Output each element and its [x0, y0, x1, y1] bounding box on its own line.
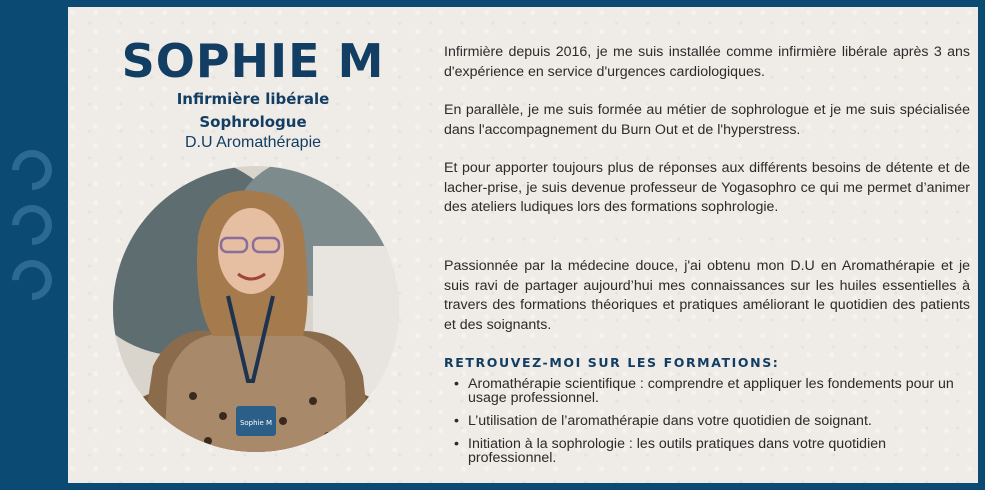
list-item	[454, 377, 974, 405]
formation-item-1: Aromathérapie scientifique : comprendre et appliquer les fondements pour un usage professionnel.	[468, 376, 954, 406]
formations-list	[454, 377, 974, 474]
profile-photo	[113, 166, 399, 452]
portrait-illustration	[113, 166, 399, 452]
profile-title-aromatherapy: D.U Aromathérapie	[184, 134, 322, 151]
ring-icon	[4, 142, 61, 199]
bio-paragraph-2: En parallèle, je me suis formée au métier de sophrologue et je me suis spécialisée dans l'accompagnement du Burn Out et de l'hyperstress.	[444, 102, 970, 138]
ring-icon	[4, 252, 61, 309]
bullet-icon: •	[454, 436, 459, 452]
decorative-rings	[10, 150, 60, 310]
bullet-icon: •	[454, 413, 459, 429]
bio-paragraph-1: Infirmière depuis 2016, je me suis installée comme infirmière libérale après 3 ans d'expérience en service d'urgences cardiologiques.	[444, 44, 970, 80]
bio-paragraph-4: Passionnée par la médecine douce, j'ai obtenu mon D.U en Aromathérapie et je suis ravi de partager aujourd’hui mes connaissances sur les huiles essentielles à travers des formations théoriques et pratiques améliorant le quotidien des patients et des soignants.	[444, 258, 970, 333]
profile-title-nurse: Infirmière libérale	[176, 90, 330, 108]
bullet-icon: •	[454, 376, 459, 392]
formation-item-3: Initiation à la sophrologie : les outils pratiques dans votre quotidien professionnel.	[468, 436, 887, 466]
profile-name: SOPHIE M	[121, 34, 385, 88]
list-item	[454, 437, 974, 465]
formations-heading: RETROUVEZ-MOI SUR LES FORMATIONS:	[444, 355, 780, 370]
badge-name: Sophie M	[239, 419, 273, 427]
bio-paragraph-3: Et pour apporter toujours plus de réponses aux différents besoins de détente et de lacher-prise, je suis devenue professeur de Yogasophro ce qui me permet d’animer des ateliers ludiques lors des formations sophrologie.	[444, 160, 970, 215]
ring-icon	[4, 197, 61, 254]
profile-title-sophrologist: Sophrologue	[199, 113, 307, 131]
list-item	[454, 414, 974, 428]
formation-item-2: L’utilisation de l’aromathérapie dans votre quotidien de soignant.	[468, 413, 872, 429]
